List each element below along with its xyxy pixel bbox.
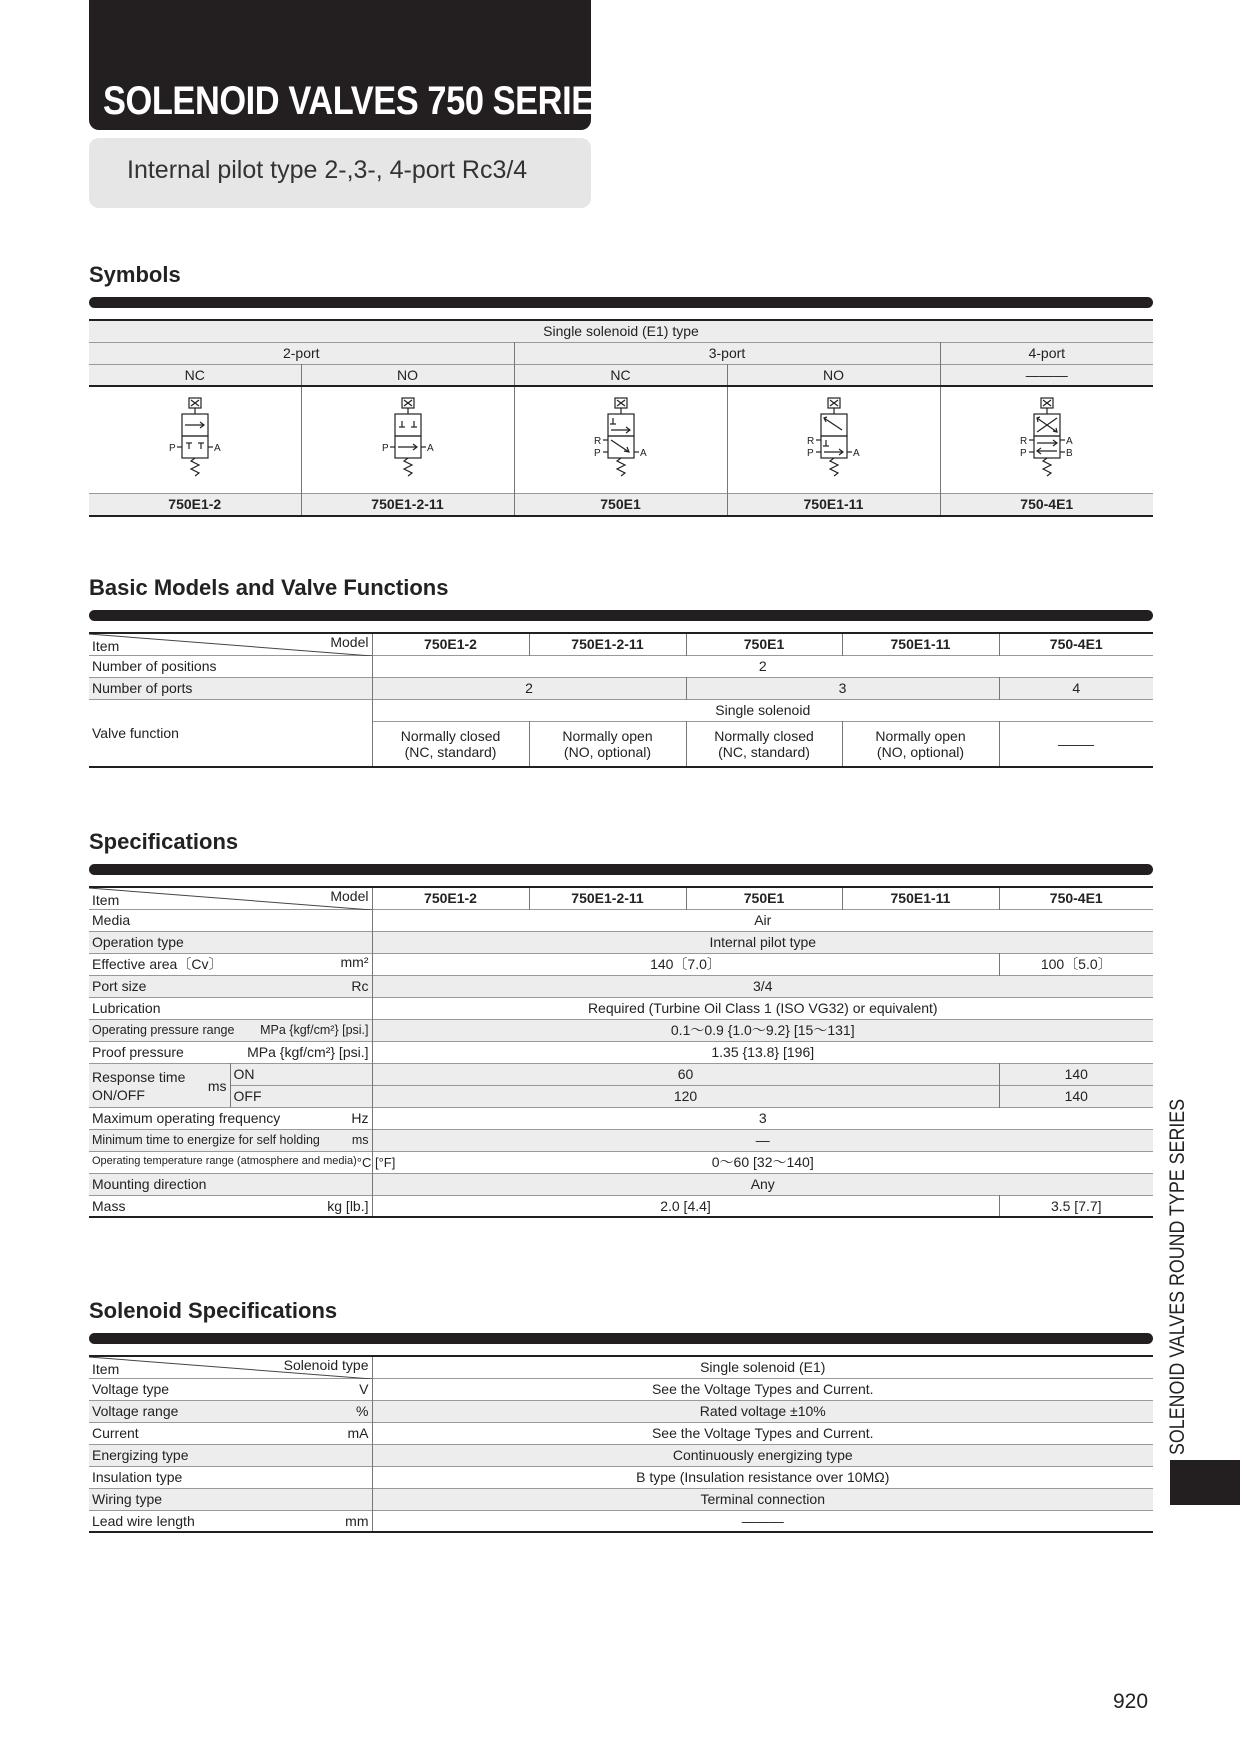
port-a-label: A	[852, 447, 860, 459]
area-value-4port: 100〔5.0〕	[999, 953, 1153, 975]
model-header-cell: 750E1-11	[842, 633, 999, 655]
sub-no: NO	[301, 364, 514, 386]
group-2port: 2-port	[282, 345, 320, 361]
section-heading: Solenoid Specifications	[89, 1298, 338, 1323]
valve-2port-no-symbol-icon	[368, 396, 448, 482]
model-header-cell: 750E1	[686, 633, 842, 655]
symbol-cell	[301, 386, 514, 494]
wiring-value: Terminal connection	[372, 1488, 1153, 1510]
model-header-cell: 750E1-2	[372, 887, 529, 909]
symbol-cell	[514, 386, 727, 494]
lead-wire-value: ———	[372, 1510, 1153, 1532]
row-label-with-unit: Maximum operating frequency Hz	[92, 1110, 369, 1126]
lubrication-value: Required (Turbine Oil Class 1 (ISO VG32) or equivalent)	[372, 997, 1153, 1019]
title-banner	[89, 0, 617, 130]
port-p-label: P	[593, 447, 601, 459]
item-type-header	[89, 1356, 372, 1378]
item-model-header	[89, 887, 372, 909]
temperature-value: 0～60 [32～140]	[372, 1151, 1153, 1173]
sub-nc: NC	[184, 366, 205, 383]
function-value: Normally open (NO, optional)	[529, 721, 686, 767]
section-bar	[89, 297, 1153, 308]
symbol-cell	[727, 386, 940, 494]
section-heading: Symbols	[89, 262, 181, 287]
model-label: 750E1-2	[168, 496, 222, 513]
section-heading: Specifications	[89, 829, 239, 854]
voltage-range-value: Rated voltage ±10%	[372, 1400, 1153, 1422]
symbols-table	[89, 319, 1153, 517]
port-r-label: R	[593, 435, 601, 447]
model-header-cell: 750-4E1	[999, 887, 1153, 909]
item-header: Item	[92, 637, 120, 654]
port-a-label: A	[639, 447, 647, 459]
specifications-table	[89, 886, 1153, 1218]
response-off-label: OFF	[230, 1085, 372, 1107]
frequency-value: 3	[372, 1107, 1153, 1129]
operating-pressure-value: 0.1～0.9 {1.0～9.2} [15～131]	[372, 1019, 1153, 1041]
ports-value: 4	[999, 677, 1153, 699]
row-label: Energizing type	[92, 1447, 189, 1463]
area-value: 140〔7.0〕	[372, 953, 999, 975]
mounting-value: Any	[372, 1173, 1153, 1195]
model-header: Model	[330, 888, 369, 904]
symbol-cell	[89, 386, 301, 494]
row-label-with-unit: Voltage range %	[92, 1403, 369, 1419]
valve-3port-nc-symbol-icon	[581, 396, 661, 482]
port-size-value: 3/4	[372, 975, 1153, 997]
section-bar	[89, 864, 1153, 875]
basic-models-table	[89, 632, 1153, 768]
current-value: See the Voltage Types and Current.	[372, 1422, 1153, 1444]
min-time-value: —	[372, 1129, 1153, 1151]
item-model-header	[89, 633, 372, 655]
row-label-with-unit: Mass kg [lb.]	[92, 1197, 369, 1214]
row-label: Number of positions	[92, 658, 217, 674]
section-heading: Basic Models and Valve Functions	[89, 575, 449, 600]
response-on-label: ON	[230, 1063, 372, 1085]
port-a-label: A	[213, 442, 221, 454]
model-header-cell: 750-4E1	[999, 633, 1153, 655]
model-label: 750E1-2-11	[301, 494, 514, 516]
solenoid-specifications-section	[89, 1297, 1153, 1533]
voltage-type-value: See the Voltage Types and Current.	[372, 1378, 1153, 1400]
model-header-cell: 750E1-2	[372, 633, 529, 655]
response-on-value: 60	[372, 1063, 999, 1085]
response-time-label: Response time ON/OFF ms	[89, 1063, 230, 1107]
response-off-value-4port: 140	[999, 1085, 1153, 1107]
item-header: Item	[92, 1360, 120, 1377]
single-solenoid-value: Single solenoid	[372, 699, 1153, 721]
specifications-section	[89, 828, 1153, 1218]
model-header-cell: 750E1	[686, 887, 842, 909]
port-p-label: P	[1019, 447, 1027, 459]
valve-2port-nc-symbol-icon	[155, 396, 235, 482]
row-label-with-unit: Port size Rc	[92, 978, 369, 994]
valve-3port-no-symbol-icon	[794, 396, 874, 482]
section-bar	[89, 1333, 1153, 1344]
section-bar	[89, 610, 1153, 621]
function-value-none	[999, 721, 1153, 767]
solenoid-type-header: Solenoid type	[283, 1357, 369, 1373]
function-value: Normally closed (NC, standard)	[372, 721, 529, 767]
mass-value: 2.0 [4.4]	[372, 1195, 999, 1217]
page-number: 920	[1113, 1690, 1149, 1713]
symbols-section	[89, 261, 1153, 517]
port-a-label: A	[426, 442, 434, 454]
positions-value: 2	[372, 655, 1153, 677]
port-r-label: R	[806, 435, 814, 447]
row-label: Valve function	[89, 699, 372, 767]
sub-none: ———	[940, 364, 1153, 386]
model-header: Model	[330, 634, 369, 650]
port-p-label: P	[806, 447, 814, 459]
basic-models-section	[89, 574, 1153, 768]
row-label-with-unit: Operating temperature range (atmosphere and media) °C [°F]	[92, 1154, 396, 1170]
model-label: 750-4E1	[940, 494, 1153, 516]
row-label-with-unit: Effective area〔Cv〕 mm²	[92, 954, 369, 972]
row-label: Lubrication	[92, 1000, 161, 1016]
subtitle-banner	[89, 138, 591, 208]
solenoid-specifications-table	[89, 1355, 1153, 1533]
operation-value: Internal pilot type	[372, 931, 1153, 953]
side-tab-marker	[1170, 1460, 1240, 1505]
media-value: Air	[372, 909, 1153, 931]
row-label-with-unit: Minimum time to energize for self holding ms	[92, 1133, 369, 1147]
energizing-value: Continuously energizing type	[372, 1444, 1153, 1466]
row-label-with-unit: Proof pressure MPa {kgf/cm²} [psi.]	[92, 1044, 369, 1060]
proof-pressure-value: 1.35 {13.8} [196]	[372, 1041, 1153, 1063]
row-label: Wiring type	[92, 1491, 163, 1507]
model-label: 750E1-11	[727, 494, 940, 516]
function-value: Normally closed (NC, standard)	[686, 721, 842, 767]
ports-value: 2	[372, 677, 686, 699]
model-header-cell: 750E1-11	[842, 887, 999, 909]
port-p-label: P	[381, 442, 389, 454]
row-label: Mounting direction	[92, 1176, 207, 1192]
symbol-cell	[940, 386, 1153, 494]
row-label-with-unit: Lead wire length mm	[92, 1512, 369, 1529]
model-header-cell: 750E1-2-11	[529, 887, 686, 909]
row-label: Number of ports	[92, 680, 193, 696]
sub-no: NO	[727, 364, 940, 386]
solenoid-type-value: Single solenoid (E1)	[372, 1356, 1153, 1378]
group-4port: 4-port	[940, 342, 1153, 364]
valve-4port-symbol-icon	[1007, 396, 1087, 482]
model-header-cell: 750E1-2-11	[529, 633, 686, 655]
row-label: Media	[92, 912, 131, 928]
row-label: Insulation type	[92, 1469, 183, 1485]
sub-nc: NC	[514, 364, 727, 386]
response-on-value-4port: 140	[999, 1063, 1153, 1085]
row-label-with-unit: Operating pressure range MPa {kgf/cm²} [psi.]	[92, 1023, 369, 1037]
response-off-value: 120	[372, 1085, 999, 1107]
ports-value: 3	[686, 677, 999, 699]
port-b-label: B	[1065, 447, 1073, 459]
insulation-value: B type (Insulation resistance over 10MΩ)	[372, 1466, 1153, 1488]
page-subtitle: Internal pilot type 2-,3-, 4-port Rc3/4	[127, 156, 528, 184]
port-a-label: A	[1065, 435, 1073, 447]
page-title: SOLENOID VALVES 750 SERIES	[103, 79, 617, 123]
port-p-label: P	[168, 442, 176, 454]
symbols-top-header: Single solenoid (E1) type	[543, 323, 699, 340]
item-header: Item	[92, 891, 120, 908]
mass-value-4port: 3.5 [7.7]	[999, 1195, 1153, 1217]
row-label-with-unit: Voltage type V	[92, 1381, 369, 1397]
group-3port: 3-port	[514, 342, 940, 364]
row-label: Operation type	[92, 934, 184, 950]
function-value: Normally open (NO, optional)	[842, 721, 999, 767]
model-label: 750E1	[514, 494, 727, 516]
port-r-label: R	[1019, 435, 1027, 447]
row-label-with-unit: Current mA	[92, 1425, 369, 1441]
dash-mark	[1058, 745, 1094, 746]
